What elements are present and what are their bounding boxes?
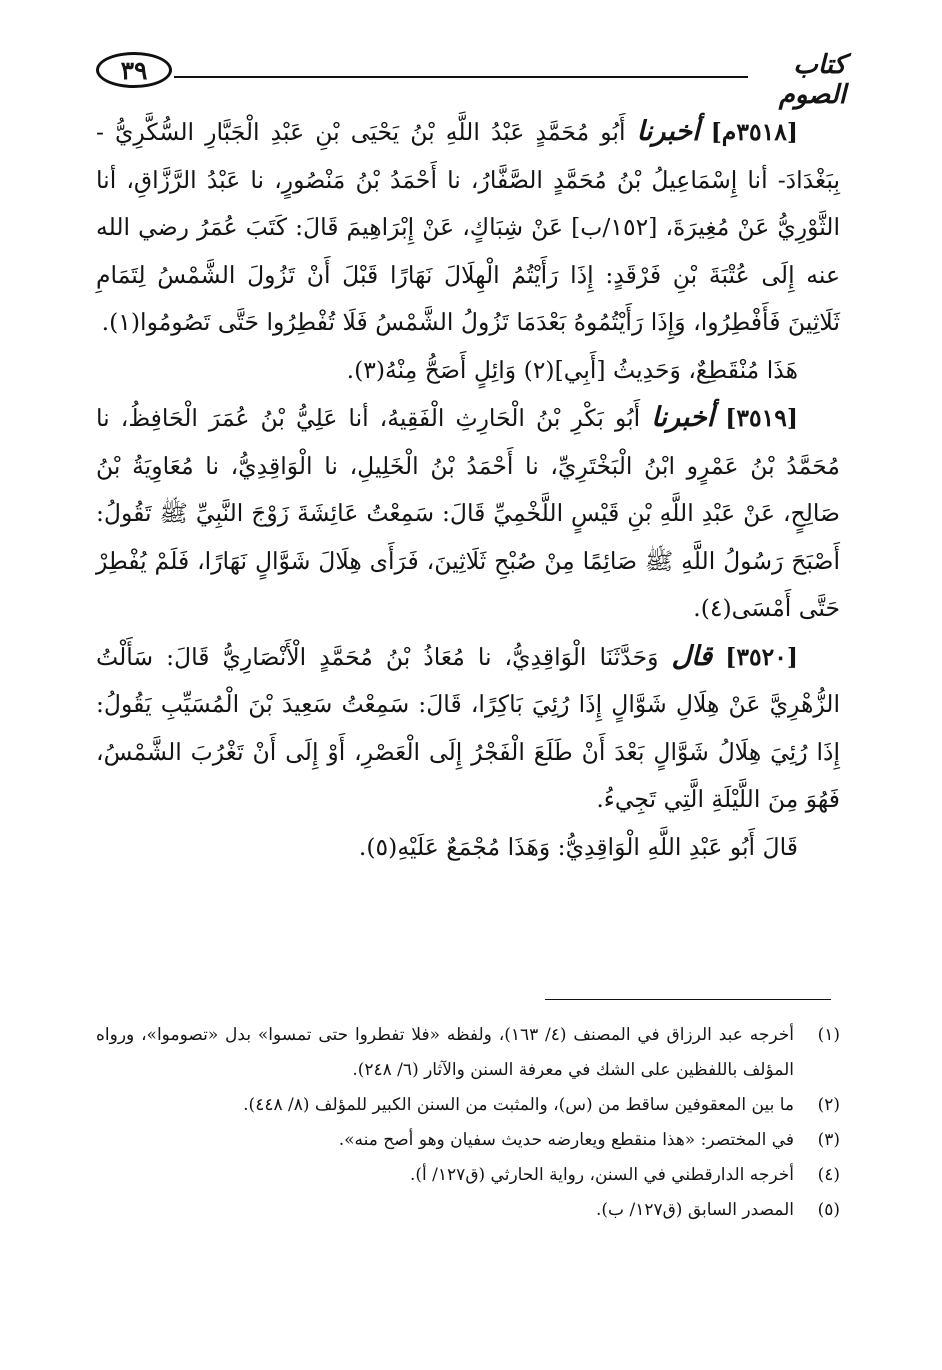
footnote-number: (٢) bbox=[817, 1095, 840, 1115]
paragraph-3520 bbox=[96, 633, 840, 824]
footnote-text: أخرجه عبد الرزاق في المصنف (٤/ ١٦٣)، ولفظه «فلا تفطروا حتى تمسوا» بدل «تصوموا»، ورواه المؤلف باللفظين على الشك في معرفة السنن والآثار (٦/ ٢٤٨). bbox=[96, 1025, 794, 1080]
paragraph-3518 bbox=[96, 108, 840, 347]
footnote-number: (٣) bbox=[817, 1130, 840, 1150]
footnote-divider bbox=[545, 999, 831, 1000]
footnote-5 bbox=[96, 1193, 840, 1228]
narration-keyword: أخبرنا bbox=[651, 402, 715, 433]
paragraph-text: أَبُو مُحَمَّدٍ عَبْدُ اللَّهِ بْنُ يَحْيَى بْنِ عَبْدِ الْجَبَّارِ السُّكَّرِيُّ - بِبَغْدَادَ- أنا إِسْمَاعِيلُ بْنُ مُحَمَّدٍ الصَّفَّارُ، نا أَحْمَدُ بْنُ مَنْصُورٍ، نا عَبْدُ الرَّزَّاقِ، أنا الثَّوْرِيُّ عَنْ مُغِيرَةَ، [١٥٢/ب] عَنْ شِبَاكٍ، عَنْ إِبْرَاهِيمَ قَالَ: كَتَبَ عُمَرُ رضي الله عنه إِلَى عُتْبَةَ بْنِ فَرْقَدٍ: إِذَا رَأَيْتُمُ الْهِلَالَ نَهَارًا قَبْلَ أَنْ تَزُولَ الشَّمْسُ لِتَمَامِ ثَلَاثِينَ فَأَفْطِرُوا، وَإِذَا رَأَيْتُمُوهُ بَعْدَمَا تَزُولُ الشَّمْسُ فَلَا تُفْطِرُوا حَتَّى تَصُومُوا(١). bbox=[96, 118, 840, 336]
footnote-number: (٤) bbox=[817, 1165, 840, 1185]
paragraph-text: أَبُو بَكْرِ بْنُ الْحَارِثِ الْفَقِيهُ، أنا عَلِيُّ بْنُ عُمَرَ الْحَافِظُ، نا مُحَمَّدُ بْنُ عَمْرٍو ابْنُ الْبَخْتَرِيِّ، نا أَحْمَدُ بْنُ الْخَلِيلِ، نا الْوَاقِدِيُّ، نا مُعَاوِيَةُ بْنُ صَالِحٍ، عَنْ عَبْدِ اللَّهِ بْنِ قَيْسٍ اللَّخْمِيِّ قَالَ: سَمِعْتُ عَائِشَةَ زَوْجَ النَّبِيِّ ﷺ تَقُولُ: أَصْبَحَ رَسُولُ اللَّهِ ﷺ صَائِمًا مِنْ صُبْحِ ثَلَاثِينَ، فَرَأَى هِلَالَ شَوَّالٍ نَهَارًا، فَلَمْ يُفْطِرْ حَتَّى أَمْسَى(٤). bbox=[96, 404, 840, 622]
page-number: ٣٩ bbox=[96, 52, 172, 88]
paragraph-text: قَالَ أَبُو عَبْدِ اللَّهِ الْوَاقِدِيُّ: وَهَذَا مُجْمَعٌ عَلَيْهِ(٥). bbox=[358, 832, 798, 861]
paragraph-text: هَذَا مُنْقَطِعٌ، وَحَدِيثُ [أَبِي](٢) وَائِلٍ أَصَحُّ مِنْهُ(٣). bbox=[346, 355, 798, 384]
footnote-2 bbox=[96, 1088, 840, 1123]
hadith-ref: [٣٥١٩] bbox=[725, 404, 798, 432]
book-title: كتاب الصوم bbox=[778, 50, 846, 110]
paragraph-closing bbox=[96, 824, 840, 872]
page-header bbox=[96, 50, 846, 110]
hadith-ref: [٣٥١٨م] bbox=[710, 118, 798, 146]
hadith-ref: [٣٥٢٠] bbox=[725, 642, 798, 671]
narration-keyword: أخبرنا bbox=[636, 116, 700, 147]
footnote-1 bbox=[96, 1018, 840, 1088]
footnote-text: ما بين المعقوفين ساقط من (س)، والمثبت من السنن الكبير للمؤلف (٨/ ٤٤٨). bbox=[243, 1095, 794, 1115]
footnote-text: أخرجه الدارقطني في السنن، رواية الحارثي (ق١٢٧/ أ). bbox=[410, 1165, 794, 1185]
footnote-number: (١) bbox=[817, 1025, 840, 1045]
paragraph-3519 bbox=[96, 394, 840, 633]
header-rule bbox=[174, 76, 748, 78]
paragraph-comment bbox=[96, 347, 840, 395]
footnote-number: (٥) bbox=[817, 1200, 840, 1220]
footnotes bbox=[96, 1018, 840, 1228]
footnote-text: في المختصر: «هذا منقطع ويعارضه حديث سفيان وهو أصح منه». bbox=[338, 1130, 794, 1150]
footnote-3 bbox=[96, 1123, 840, 1158]
main-text bbox=[96, 108, 840, 988]
footnote-text: المصدر السابق (ق١٢٧/ ب). bbox=[596, 1200, 794, 1220]
paragraph-text: وَحَدَّثَنَا الْوَاقِدِيُّ، نا مُعَاذُ بْنُ مُحَمَّدٍ الْأَنْصَارِيُّ قَالَ: سَأَلْتُ الزُّهْرِيَّ عَنْ هِلَالِ شَوَّالٍ إِذَا رُئِيَ بَاكِرًا، قَالَ: سَمِعْتُ سَعِيدَ بْنَ الْمُسَيِّبِ يَقُولُ: إِذَا رُئِيَ هِلَالُ شَوَّالٍ بَعْدَ أَنْ طَلَعَ الْفَجْرُ إِلَى الْعَصْرِ، أَوْ إِلَى أَنْ تَغْرُبَ الشَّمْسُ، فَهُوَ مِنَ اللَّيْلَةِ الَّتِي تَجِيءُ. bbox=[96, 642, 840, 813]
narration-keyword: قال bbox=[671, 640, 713, 672]
footnote-4 bbox=[96, 1158, 840, 1193]
